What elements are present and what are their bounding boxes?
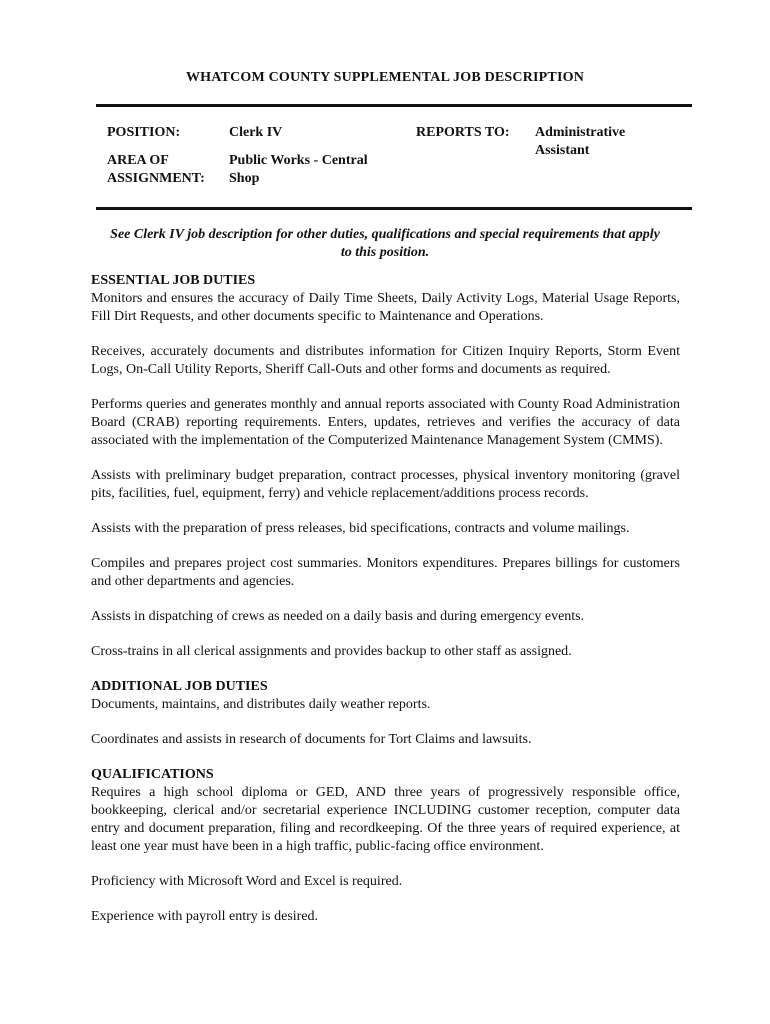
document-body [91,272,680,943]
reports-to-label: REPORTS TO: [416,125,510,140]
reference-note: See Clerk IV job description for other duties, qualifications and special requirements that apply to this position. [110,227,660,260]
bottom-divider [96,207,692,210]
qualification-paragraph: Proficiency with Microsoft Word and Excel is required. [91,874,403,889]
duty-paragraph: Assists in dispatching of crews as needed on a daily basis and during emergency events. [91,609,585,624]
qualifications-section [91,766,680,926]
duty-paragraph: Compiles and prepares project cost summaries. Monitors expenditures. Prepares billings for customers and other departments and agencies. [91,556,680,589]
section-heading: ESSENTIAL JOB DUTIES [91,273,256,288]
document-title: WHATCOM COUNTY SUPPLEMENTAL JOB DESCRIPTION [185,70,585,85]
duty-paragraph: Monitors and ensures the accuracy of Daily Time Sheets, Daily Activity Logs, Material Usage Reports, Fill Dirt Requests, and other documents specific to Maintenance and Operations. [91,291,680,324]
duty-paragraph: Assists with preliminary budget preparation, contract processes, physical inventory monitoring (gravel pits, facilities, fuel, equipment, ferry) and vehicle replacement/additions process records. [91,468,680,501]
section-heading: QUALIFICATIONS [91,767,214,782]
reports-to-value: Administrative Assistant [535,125,626,158]
duty-paragraph: Coordinates and assists in research of documents for Tort Claims and lawsuits. [91,732,532,747]
essential-duties-section [91,272,680,661]
additional-duties-section [91,678,680,749]
duty-paragraph: Cross-trains in all clerical assignments and provides backup to other staff as assigned. [91,644,572,659]
position-value: Clerk IV [229,125,283,140]
qualification-paragraph: Experience with payroll entry is desired. [91,909,319,924]
qualification-paragraph: Requires a high school diploma or GED, AND three years of progressively responsible office, bookkeeping, clerical and/or secretarial experience INCLUDING customer reception, computer data entry and document preparation, filing and recordkeeping. Of the three years of required experience, at least one year must have been in a high traffic, public-facing office environment. [91,785,680,854]
top-divider [96,104,692,107]
duty-paragraph: Receives, accurately documents and distributes information for Citizen Inquiry Reports, Storm Event Logs, On-Call Utility Reports, Sheriff Call-Outs and other forms and documents as required. [91,344,680,377]
area-of-assignment-value: Public Works - Central Shop [229,153,368,186]
duty-paragraph: Performs queries and generates monthly and annual reports associated with County Road Administration Board (CRAB) reporting requirements. Enters, updates, retrieves and verifies the accuracy of data associated with the implementation of the Computerized Maintenance Management System (CMMS). [91,397,680,448]
area-of-assignment-label: AREA OF ASSIGNMENT: [107,153,205,186]
position-label: POSITION: [107,125,181,140]
duty-paragraph: Documents, maintains, and distributes daily weather reports. [91,697,431,712]
section-heading: ADDITIONAL JOB DUTIES [91,679,268,694]
duty-paragraph: Assists with the preparation of press releases, bid specifications, contracts and volume mailings. [91,521,630,536]
